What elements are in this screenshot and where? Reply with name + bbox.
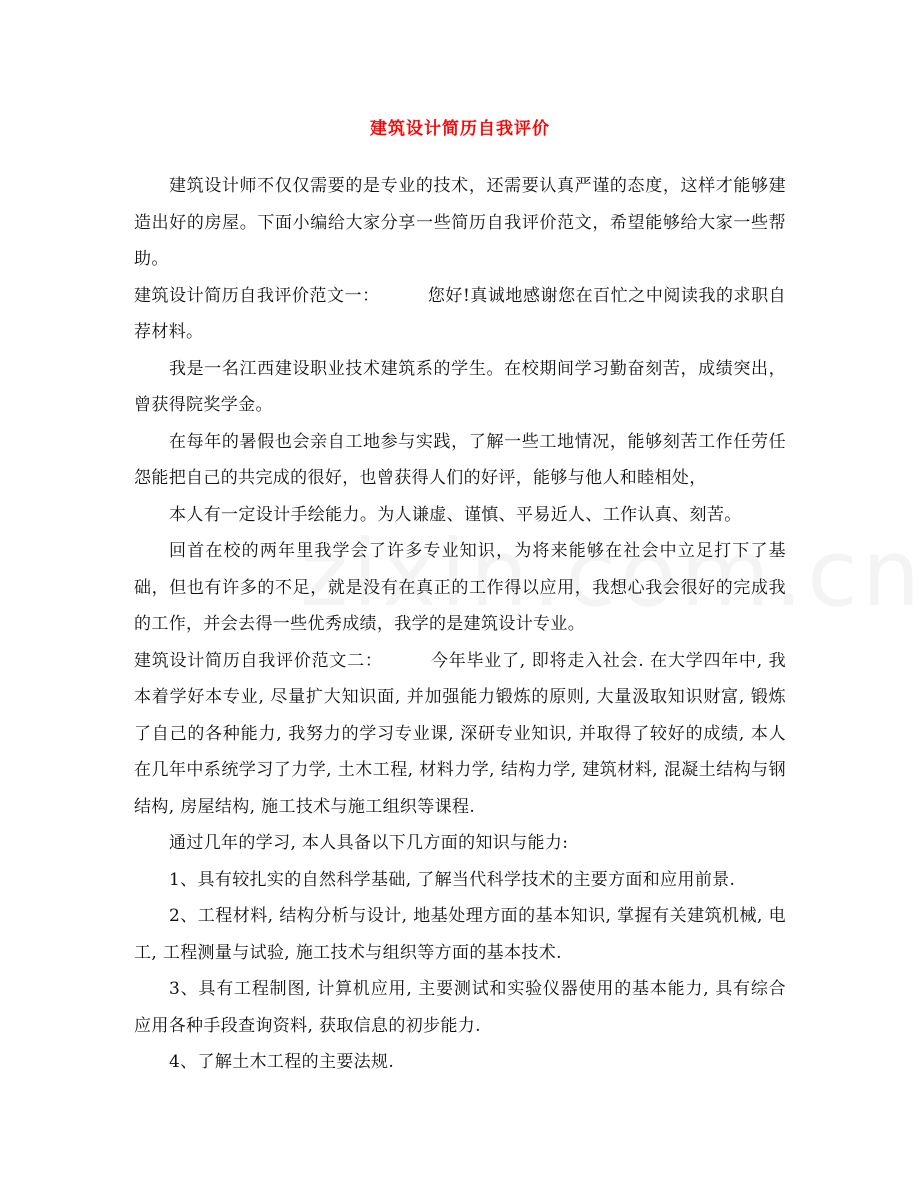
paragraph-student: 我是一名江西建设职业技术建筑系的学生。在校期间学习勤奋刻苦，成绩突出，曾获得院奖学金。 [134,358,786,415]
list-item-2: 2、工程材料, 结构分析与设计, 地基处理方面的基本知识, 掌握有关建筑机械, 电工, 工程测量与试验, 施工技术与组织等方面的基本技术. [134,906,786,963]
sample-one-label: 建筑设计简历自我评价范文一： [134,285,380,306]
sample-two-text: 今年毕业了, 即将走入社会. 在大学四年中, 我本着学好本专业, 尽量扩大知识面, 并加强能力锻炼的原则, 大量汲取知识财富, 锻炼了自己的各种能力, 我努力的学习专业课, 深研专业知识, 并取得了较好的成绩, 本人在几年中系统学习了力学, 土木工程, 材料力学, 结构力学, 建筑材料, 混凝土结构与钢结构, 房屋结构, 施工技术与施工组织等课程. [134,650,786,817]
paragraph-abilities-intro: 通过几年的学习, 本人具备以下几方面的知识与能力: [169,833,569,853]
sample-one-text: 您好!真诚地感谢您在百忙之中阅读我的求职自荐材料。 [134,285,786,342]
list-item-1: 1、具有较扎实的自然科学基础, 了解当代科学技术的主要方面和应用前景. [169,869,736,890]
sample-two-label: 建筑设计简历自我评价范文二： [134,650,383,671]
sample-two-paragraph [134,643,786,826]
document-body [134,168,786,1081]
list-item-3: 3、具有工程制图, 计算机应用, 主要测试和实验仪器使用的基本能力, 具有综合应用各种手段查询资料, 获取信息的初步能力. [134,979,786,1036]
intro-paragraph: 建筑设计师不仅仅需要的是专业的技术，还需要认真严谨的态度，这样才能够建造出好的房屋。下面小编给大家分享一些简历自我评价范文，希望能够给大家一些帮助。 [134,176,786,269]
list-item-4: 4、了解土木工程的主要法规. [169,1052,395,1072]
paragraph-review: 回首在校的两年里我学会了许多专业知识，为将来能够在社会中立足打下了基础，但也有许多的不足，就是没有在真正的工作得以应用，我想心我会很好的完成我的工作，并会去得一些优秀成绩，我学的是建筑设计专业。 [134,541,786,634]
sample-one-paragraph [134,278,786,351]
paragraph-ability: 本人有一定设计手绘能力。为人谦虚、谨慎、平易近人、工作认真、刻苦。 [169,504,742,525]
document-title: 建筑设计简历自我评价 [370,119,550,139]
paragraph-practice: 在每年的暑假也会亲自工地参与实践，了解一些工地情况，能够刻苦工作任劳任怨能把自己的共完成的很好，也曾获得人们的好评，能够与他人和睦相处， [134,431,786,488]
